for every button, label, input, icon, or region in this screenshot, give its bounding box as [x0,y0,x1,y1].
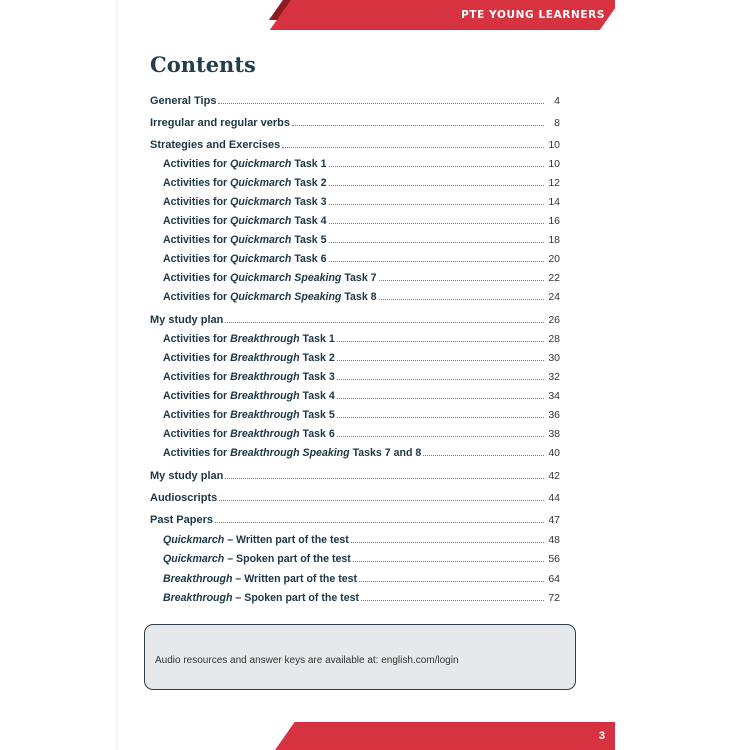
toc-entry [163,352,560,368]
footer-band [118,708,615,750]
toc-entry-label-part: Activities for [163,253,231,265]
toc-entry-label-part: Task 3 [299,371,335,383]
toc-entry-label-part: Activities for [163,390,231,402]
toc-entry-label-part: Past Papers [150,514,213,526]
toc-entry-label [163,352,335,364]
toc-entry-label-part: Task 7 [341,272,377,284]
toc-dot-leader [337,391,544,399]
toc-entry [163,390,560,406]
toc-entry-label-part: Task 2 [291,177,327,189]
toc-dot-leader [329,197,544,205]
toc-entry-label-part: Task 1 [291,158,327,170]
toc-dot-leader [329,216,544,224]
toc-entry-label-part: Task 5 [299,409,335,421]
toc-dot-leader [379,273,544,281]
toc-entry-label-part: Task 8 [341,291,377,303]
toc-entry-label [150,514,213,526]
toc-dot-leader [423,448,544,456]
toc-entry [163,573,560,589]
toc-entry-label-part: Tasks 7 and 8 [349,447,422,459]
toc-page-number: 64 [548,573,560,585]
toc-page-number: 48 [548,534,560,546]
toc-dot-leader [359,574,544,582]
toc-entry-label-part: Activities for [163,234,231,246]
toc-dot-leader [215,515,544,523]
toc-entry-label-part: Strategies and Exercises [150,139,281,151]
toc-dot-leader [337,372,544,380]
toc-page-number: 72 [548,592,560,604]
toc-entry-label-part: Breakthrough [163,573,233,585]
toc-dot-leader [337,334,544,342]
toc-entry [150,117,560,133]
toc-entry [163,371,560,387]
book-page [118,0,615,750]
toc-entry-label-part: Quickmarch [230,196,292,208]
toc-dot-leader [329,235,544,243]
toc-entry-label [163,409,335,421]
toc-entry-label-part: Task 1 [299,333,335,345]
toc-dot-leader [379,292,544,300]
toc-page-number: 20 [548,253,560,265]
toc-entry-label-part: Activities for [163,409,231,421]
toc-entry-label [150,492,217,504]
toc-dot-leader [292,118,544,126]
brand-label: PTE YOUNG LEARNERS [461,9,605,21]
toc-entry [163,234,560,250]
toc-page-number: 8 [554,117,560,129]
toc-entry-label-part: Activities for [163,428,231,440]
toc-entry [163,428,560,444]
toc-page-number: 16 [548,215,560,227]
toc-dot-leader [219,493,544,501]
toc-entry-label-part: Task 2 [299,352,335,364]
toc-entry-label [163,253,327,265]
toc-dot-leader [361,593,544,601]
toc-page-number: 26 [548,314,560,326]
toc-entry-label-part: Quickmarch [230,234,292,246]
toc-entry-label-part: – Written part of the test [224,534,349,546]
toc-entry-label-part: Audioscripts [150,492,218,504]
footer-red-stripe [275,722,615,750]
toc-page-number: 44 [548,492,560,504]
toc-entry [150,95,560,111]
toc-entry-label [163,158,327,170]
toc-entry-label-part: Task 6 [299,428,335,440]
toc-entry-label-part: My study plan [150,314,224,326]
toc-entry-label [163,215,327,227]
toc-entry [150,492,560,508]
toc-page-number: 4 [554,95,560,107]
toc-page-number: 18 [548,234,560,246]
toc-dot-leader [337,353,544,361]
toc-entry-label [163,291,377,303]
toc-entry-label-part: Activities for [163,177,231,189]
toc-entry-label [163,390,335,402]
toc-entry-label [150,470,223,482]
info-box [144,624,576,690]
toc-entry [163,291,560,307]
info-box-text: Audio resources and answer keys are available at: english.com/login [155,655,459,666]
toc-dot-leader [329,178,544,186]
toc-entry-label-part: Task 4 [299,390,335,402]
toc-dot-leader [329,159,544,167]
toc-entry-label-part: Activities for [163,333,231,345]
toc-entry-label-part: Task 6 [291,253,327,265]
toc-entry [163,592,560,608]
toc-entry-label [163,333,335,345]
toc-entry-label-part: – Written part of the test [232,573,358,585]
toc-entry-label [163,447,421,459]
toc-entry-label-part: Activities for [163,215,231,227]
toc-dot-leader [329,254,544,262]
toc-entry [163,158,560,174]
toc-entry-label-part: Activities for [163,291,231,303]
toc-entry-label-part: Activities for [163,158,231,170]
toc-page-number: 10 [548,139,560,151]
toc-entry-label [163,177,327,189]
toc-entry-label-part: Quickmarch [230,158,292,170]
toc-entry [150,470,560,486]
toc-entry [163,196,560,212]
toc-entry-label-part: Quickmarch [230,177,292,189]
toc-entry-label-part: Irregular and regular verbs [150,117,290,129]
toc-entry-label-part: Breakthrough [230,333,300,345]
toc-entry-label-part: Task 5 [291,234,327,246]
toc-entry-label-part: Breakthrough Speaking [230,447,350,459]
toc-page-number: 24 [548,291,560,303]
toc-entry-label [163,573,357,585]
toc-page-number: 14 [548,196,560,208]
toc-entry-label-part: Quickmarch [230,253,292,265]
toc-entry-label-part: Quickmarch [163,534,225,546]
toc-entry-label-part: Activities for [163,447,231,459]
toc-entry-label-part: Task 3 [291,196,327,208]
toc-entry [150,514,560,530]
toc-entry [163,177,560,193]
toc-entry [163,333,560,349]
toc-dot-leader [225,471,544,479]
toc-page-number: 10 [548,158,560,170]
toc-entry-label [150,139,280,151]
toc-entry [150,314,560,330]
toc-entry [163,447,560,463]
toc-entry-label [163,234,327,246]
toc-entry-label-part: Breakthrough [230,409,300,421]
toc-page-number: 12 [548,177,560,189]
toc-entry-label [163,371,335,383]
toc-entry-label [163,553,351,565]
toc-entry-label-part: Breakthrough [230,371,300,383]
toc-entry-label-part: Activities for [163,196,231,208]
toc-page-number: 30 [548,352,560,364]
toc-entry-label-part: Activities for [163,272,231,284]
toc-page-number: 32 [548,371,560,383]
toc-entry-label [163,534,349,546]
toc-entry-label-part: General Tips [150,95,217,107]
toc-page-number: 28 [548,333,560,345]
toc-entry-label [150,314,223,326]
header-band [118,0,615,30]
page-title: Contents [150,52,256,77]
toc-entry-label [163,428,335,440]
toc-entry [163,272,560,288]
toc-entry-label-part: My study plan [150,470,224,482]
toc-page-number: 42 [548,470,560,482]
toc-entry [163,253,560,269]
toc-entry-label-part: Breakthrough [230,390,300,402]
toc-page-number: 22 [548,272,560,284]
toc-page-number: 56 [548,553,560,565]
toc-entry-label-part: Quickmarch Speaking [230,272,342,284]
toc-entry [163,534,560,550]
toc-entry [150,139,560,155]
toc-dot-leader [282,140,544,148]
toc-page-number: 47 [548,514,560,526]
toc-entry-label-part: Breakthrough [230,352,300,364]
toc-entry-label [150,117,290,129]
toc-dot-leader [337,429,544,437]
toc-entry-label [150,95,216,107]
toc-entry-label-part: – Spoken part of the test [232,592,360,604]
toc-entry-label-part: Activities for [163,352,231,364]
toc-entry-label-part: Breakthrough [230,428,300,440]
toc-entry-label-part: Activities for [163,371,231,383]
toc-entry-label [163,592,359,604]
toc-entry-label-part: Quickmarch Speaking [230,291,342,303]
toc-entry-label [163,272,377,284]
toc-entry-label-part: Task 4 [291,215,327,227]
toc-dot-leader [351,535,544,543]
toc-page-number: 34 [548,390,560,402]
toc-entry-label-part: Breakthrough [163,592,233,604]
toc-entry-label-part: Quickmarch [230,215,292,227]
toc-entry-label [163,196,327,208]
toc-page-number: 36 [548,409,560,421]
toc-page-number: 38 [548,428,560,440]
toc-dot-leader [353,554,544,562]
toc-entry [163,553,560,569]
toc-entry [163,409,560,425]
toc-page-number: 40 [548,447,560,459]
toc-entry [163,215,560,231]
page-number: 3 [598,730,605,742]
toc-dot-leader [218,96,544,104]
toc-dot-leader [225,315,544,323]
toc-entry-label-part: – Spoken part of the test [224,553,351,565]
toc-entry-label-part: Quickmarch [163,553,225,565]
toc-dot-leader [337,410,544,418]
